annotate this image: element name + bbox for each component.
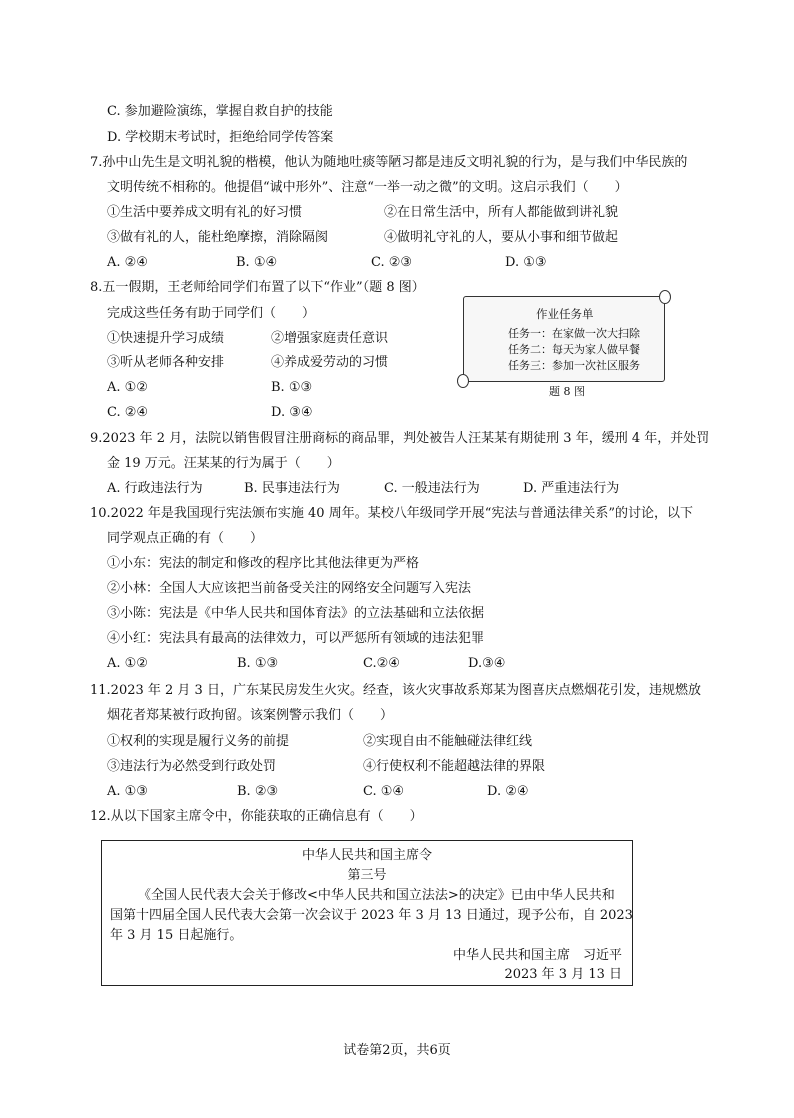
q11-statement-1: ①权利的实现是履行义务的前提	[107, 734, 290, 749]
q7-stem-line1: 7.孙中山先生是文明礼貌的楷模，他认为随地吐痰等陋习都是违反文明礼貌的行为，是与我们中华民族的	[90, 155, 688, 170]
q10-option-d: D.③④	[468, 656, 506, 671]
presidential-decree-box	[101, 840, 633, 986]
q11-option-d: D. ②④	[487, 784, 529, 799]
q10-stem-line2: 同学观点正确的有（ ）	[107, 531, 264, 546]
task-1: 任务一：在家做一次大扫除	[508, 327, 640, 340]
q9-stem-line1: 9.2023 年 2 月，法院以销售假冒注册商标的商品罪，判处被告人汪某某有期徒刑 3 年，缓刑 4 年，并处罚	[90, 431, 710, 446]
decree-title: 中华人民共和国主席令	[301, 848, 432, 863]
page-footer: 试卷第2页，共6页	[343, 1043, 451, 1058]
decree-body-line3: 年 3 月 15 日起施行。	[110, 928, 243, 943]
q10-option-b: B. ①③	[237, 656, 279, 671]
scroll-curl-icon	[457, 374, 469, 388]
q11-option-b: B. ②③	[237, 784, 279, 799]
q10-option-c: C.②④	[363, 656, 400, 671]
q9-option-c: C. 一般违法行为	[384, 481, 480, 496]
q9-option-a: A. 行政违法行为	[107, 481, 203, 496]
q8-option-b: B. ①③	[271, 380, 313, 395]
q8-stem-line1: 8.五一假期，王老师给同学们布置了以下“作业”（题 8 图）	[90, 280, 425, 295]
scroll-curl-icon	[659, 290, 671, 304]
q11-stem-line1: 11.2023 年 2 月 3 日，广东某民房发生火灾。经查，该火灾事故系郑某为图喜庆点燃烟花引发，违规燃放	[90, 683, 701, 698]
q8-option-a: A. ①②	[107, 380, 148, 395]
decree-body-line2: 国第十四届全国人民代表大会第一次会议于 2023 年 3 月 13 日通过，现予公布，自 2023	[110, 908, 633, 923]
q8-statement-4: ④养成爱劳动的习惯	[271, 355, 389, 370]
q8-statement-2: ②增强家庭责任意识	[271, 331, 389, 346]
q11-statement-2: ②实现自由不能触碰法律红线	[363, 734, 533, 749]
q8-task-list-figure	[463, 296, 665, 382]
q7-statement-4: ④做明礼守礼的人，要从小事和细节做起	[384, 230, 619, 245]
q10-statement-4: ④小红：宪法具有最高的法律效力，可以严惩所有领域的违法犯罪	[107, 631, 485, 646]
q10-stem-line1: 10.2022 年是我国现行宪法颁布实施 40 周年。某校八年级同学开展“宪法与普通法律关系”的讨论，以下	[90, 506, 693, 521]
q10-statement-1: ①小东：宪法的制定和修改的程序比其他法律更为严格	[107, 556, 420, 571]
q8-option-c: C. ②④	[107, 405, 149, 420]
q8-statement-1: ①快速提升学习成绩	[107, 331, 225, 346]
q6-option-c: C. 参加避险演练，掌握自救自护的技能	[107, 104, 333, 119]
q8-option-d: D. ③④	[271, 405, 313, 420]
q10-statement-3: ③小陈：宪法是《中华人民共和国体育法》的立法基础和立法依据	[107, 606, 485, 621]
q11-option-a: A. ①③	[107, 784, 148, 799]
decree-number: 第三号	[347, 868, 387, 883]
q7-stem-line2: 文明传统不相称的。他提倡“诚中形外”、注意“一举一动之微”的文明。这启示我们（ ）	[107, 180, 628, 195]
decree-signer: 中华人民共和国主席 习近平	[452, 948, 622, 963]
q7-option-d: D. ①③	[505, 255, 547, 270]
q11-statement-4: ④行使权利不能超越法律的界限	[363, 759, 546, 774]
q12-stem: 12.从以下国家主席令中，你能获取的正确信息有（ ）	[90, 809, 423, 824]
q10-option-a: A. ①②	[107, 656, 148, 671]
q7-statement-2: ②在日常生活中，所有人都能做到讲礼貌	[384, 205, 619, 220]
decree-body-line1: 《全国人民代表大会关于修改<中华人民共和国立法法>的决定》已由中华人民共和	[138, 888, 615, 903]
q11-stem-line2: 烟花者郑某被行政拘留。该案例警示我们（ ）	[107, 708, 394, 723]
q7-statement-3: ③做有礼的人，能杜绝摩擦，消除隔阂	[107, 230, 329, 245]
q9-option-d: D. 严重违法行为	[523, 481, 620, 496]
q8-figure-caption: 题 8 图	[549, 385, 585, 398]
q7-option-b: B. ①④	[236, 255, 278, 270]
task-3: 任务三：参加一次社区服务	[508, 359, 640, 372]
q9-stem-line2: 金 19 万元。汪某某的行为属于（ ）	[107, 456, 340, 471]
decree-date: 2023 年 3 月 13 日	[504, 967, 622, 982]
q7-option-c: C. ②③	[371, 255, 413, 270]
q7-statement-1: ①生活中要养成文明有礼的好习惯	[107, 205, 303, 220]
task-list-title: 作业任务单	[536, 307, 594, 321]
task-2: 任务二：每天为家人做早餐	[508, 343, 640, 356]
q11-option-c: C. ①④	[363, 784, 405, 799]
q6-option-d: D. 学校期末考试时，拒绝给同学传答案	[107, 130, 334, 145]
q7-option-a: A. ②④	[107, 255, 148, 270]
q11-statement-3: ③违法行为必然受到行政处罚	[107, 759, 277, 774]
q9-option-b: B. 民事违法行为	[244, 481, 340, 496]
q10-statement-2: ②小林：全国人大应该把当前备受关注的网络安全问题写入宪法	[107, 581, 472, 596]
q8-statement-3: ③听从老师各种安排	[107, 355, 225, 370]
q8-stem-line2: 完成这些任务有助于同学们（ ）	[107, 306, 316, 321]
